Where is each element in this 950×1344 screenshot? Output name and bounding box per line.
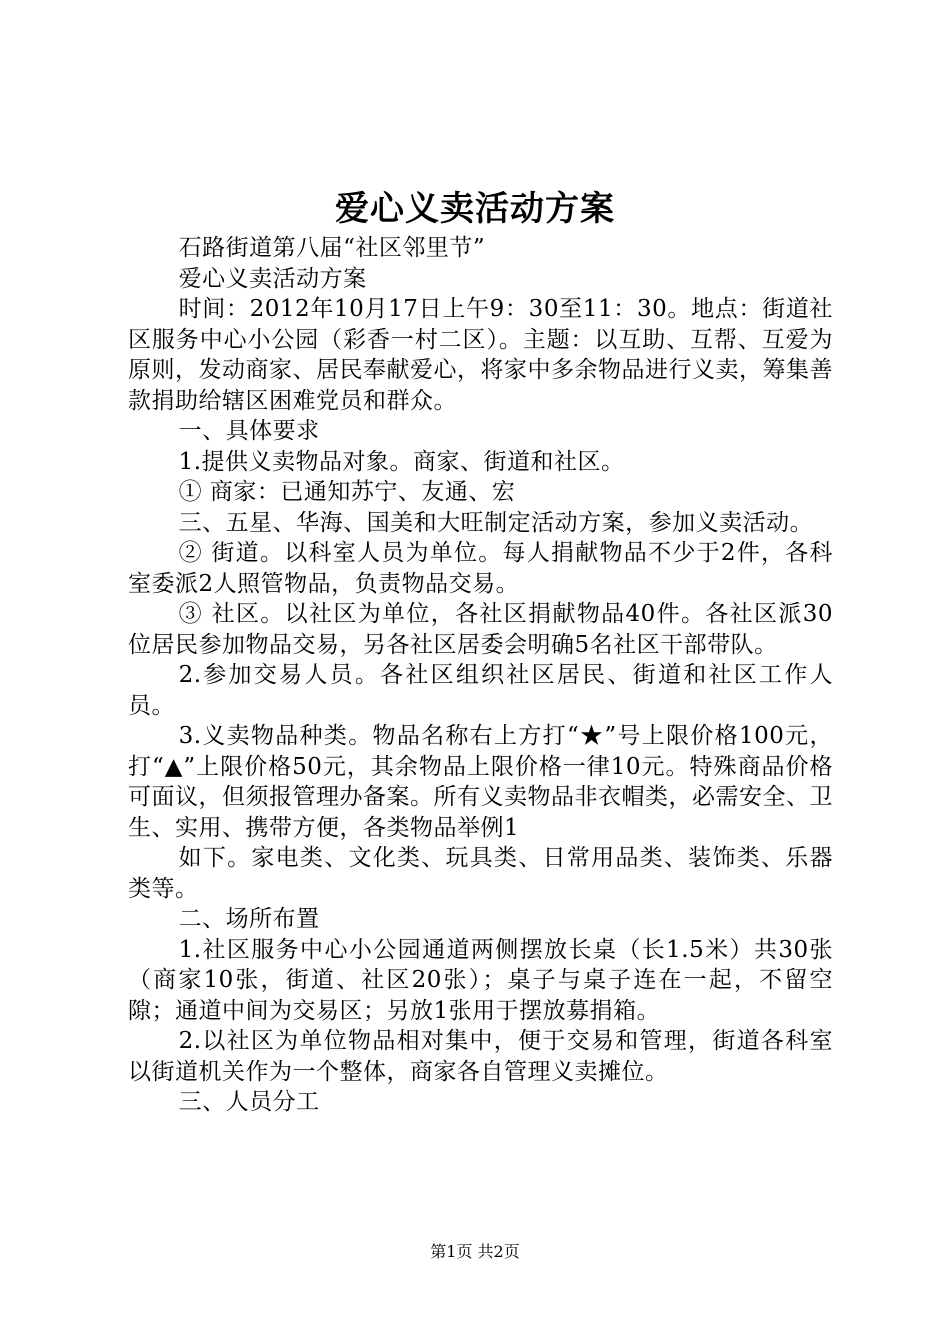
paragraph: 1.提供义卖物品对象。商家、街道和社区。 bbox=[178, 448, 625, 475]
paragraph: 如下。家电类、文化类、玩具类、日常用品类、装饰类、乐器类等。 bbox=[128, 845, 833, 902]
paragraph: 爱心义卖活动方案 bbox=[178, 265, 367, 292]
paragraph: 1.社区服务中心小公园通道两侧摆放长桌（长1.5米）共30张（商家10张，街道、社区20张）；桌子与桌子连在一起，不留空隙；通道中间为交易区；另放1张用于摆放募捐箱。 bbox=[128, 936, 833, 1024]
document-title: 爱心义卖活动方案 bbox=[335, 189, 615, 229]
document-body bbox=[128, 233, 833, 1118]
paragraph: 2.以社区为单位物品相对集中，便于交易和管理，街道各科室以街道机关作为一个整体，商家各自管理义卖摊位。 bbox=[128, 1028, 833, 1085]
paragraph: 一、具体要求 bbox=[178, 418, 320, 444]
paragraph: ① 商家：已通知苏宁、友通、宏 bbox=[178, 479, 516, 505]
paragraph: ③ 社区。以社区为单位，各社区捐献物品40件。各社区派30位居民参加物品交易，另各社区居委会明确5名社区干部带队。 bbox=[128, 601, 833, 658]
paragraph: 三、人员分工 bbox=[178, 1089, 320, 1115]
paragraph: 2.参加交易人员。各社区组织社区居民、街道和社区工作人员。 bbox=[128, 662, 833, 719]
paragraph: ② 街道。以科室人员为单位。每人捐献物品不少于2件，各科室委派2人照管物品，负责物品交易。 bbox=[128, 540, 833, 597]
paragraph: 时间：2012年10月17日上午9：30至11：30。地点：街道社区服务中心小公园（彩香一村二区）。主题：以互助、互帮、互爱为原则，发动商家、居民奉献爱心，将家中多余物品进行义卖，筹集善款捐助给辖区困难党员和群众。 bbox=[128, 296, 833, 414]
paragraph: 石路街道第八届“社区邻里节” bbox=[178, 235, 486, 261]
paragraph: 二、场所布置 bbox=[178, 906, 320, 932]
paragraph: 三、五星、华海、国美和大旺制定活动方案，参加义卖活动。 bbox=[178, 509, 814, 536]
paragraph: 3.义卖物品种类。物品名称右上方打“★”号上限价格100元，打“▲”上限价格50元，其余物品上限价格一律10元。特殊商品价格可面议，但须报管理办备案。所有义卖物品非衣帽类，必需安全、卫生、实用、携带方便，各类物品举例1 bbox=[128, 723, 833, 841]
page-footer: 第1页 共2页 bbox=[430, 1242, 520, 1261]
